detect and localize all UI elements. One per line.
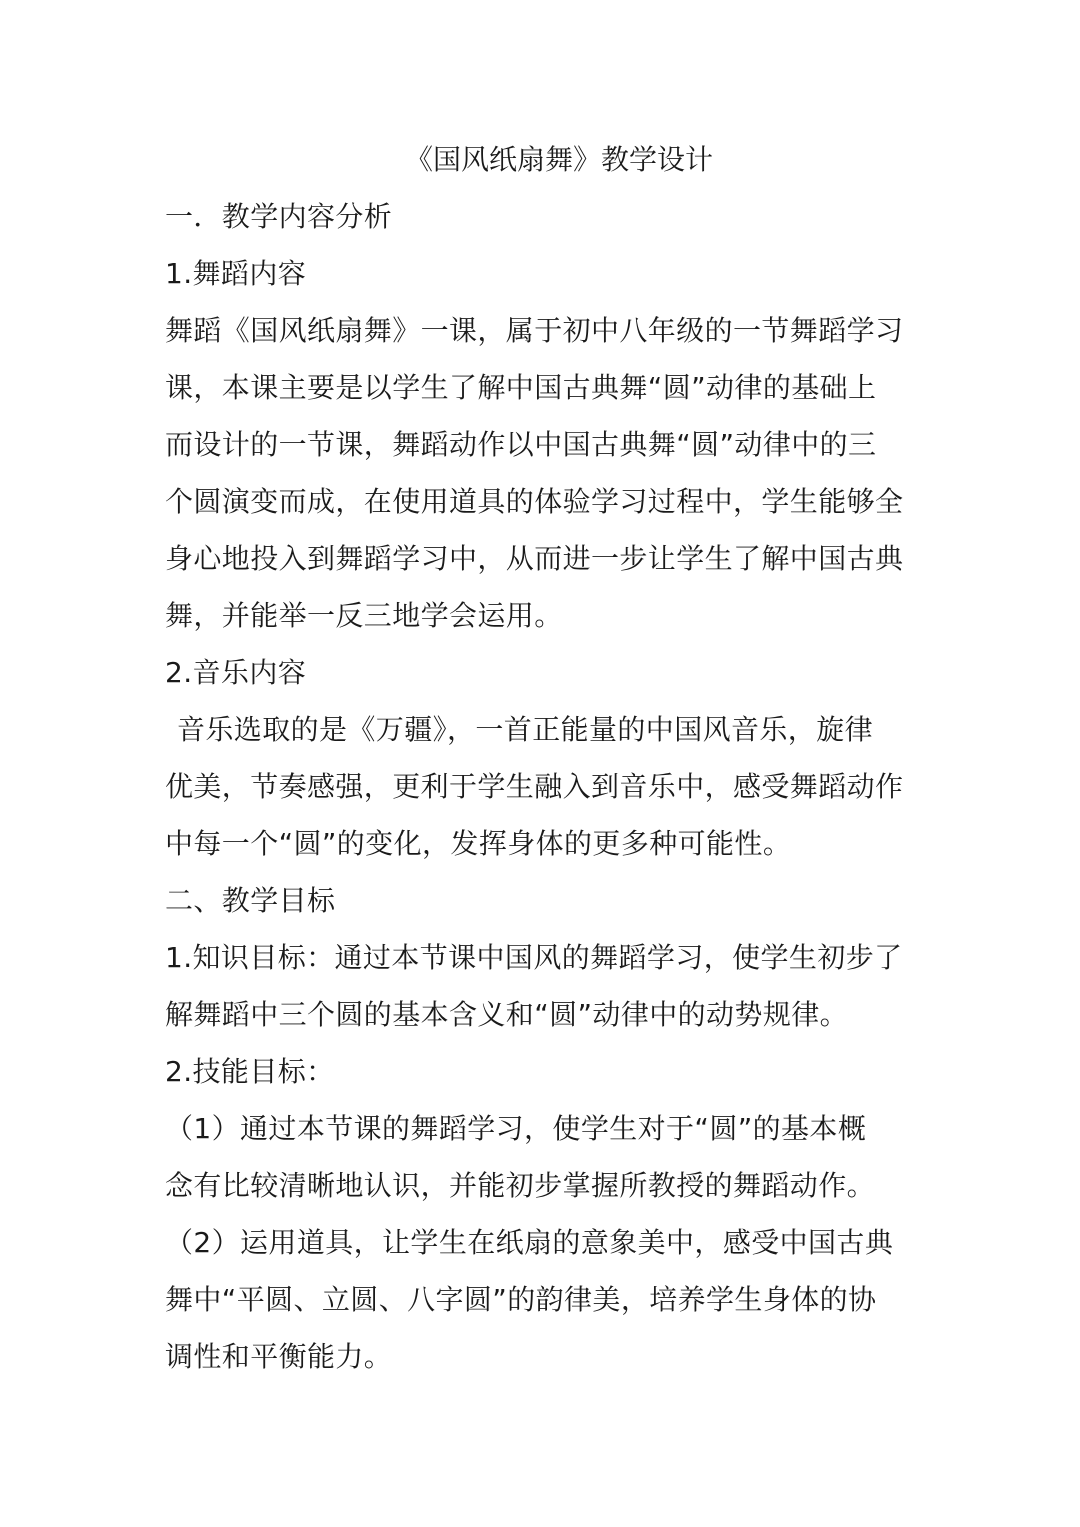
paragraph-line: 1.知识目标：通过本节课中国风的舞蹈学习，使学生初步了 xyxy=(165,941,903,974)
subheading-dance-content: 1.舞蹈内容 xyxy=(165,257,307,290)
paragraph-line: 舞中“平圆、立圆、八字圆”的韵律美，培养学生身体的协 xyxy=(165,1283,877,1316)
paragraph-line: 中每一个“圆”的变化，发挥身体的更多种可能性。 xyxy=(165,827,792,860)
subheading-skill-goals: 2.技能目标： xyxy=(165,1055,335,1088)
subheading-music-content: 2.音乐内容 xyxy=(165,656,307,689)
paragraph-line: 优美，节奏感强，更利于学生融入到音乐中，感受舞蹈动作 xyxy=(165,770,904,803)
paragraph-line: 身心地投入到舞蹈学习中，从而进一步让学生了解中国古典 xyxy=(165,542,904,575)
paragraph-line: 舞，并能举一反三地学会运用。 xyxy=(165,599,563,632)
list-item-line: （2）运用道具，让学生在纸扇的意象美中，感受中国古典 xyxy=(165,1226,894,1259)
paragraph-line: 调性和平衡能力。 xyxy=(165,1340,393,1373)
section-heading-goals: 二、教学目标 xyxy=(165,884,336,917)
paragraph-line: 音乐选取的是《万疆》，一首正能量的中国风音乐，旋律 xyxy=(177,713,874,746)
paragraph-line: 个圆演变而成，在使用道具的体验学习过程中，学生能够全 xyxy=(165,485,904,518)
document-body xyxy=(165,131,917,1385)
paragraph-line: 念有比较清晰地认识，并能初步掌握所教授的舞蹈动作。 xyxy=(165,1169,876,1202)
paragraph-line: 课，本课主要是以学生了解中国古典舞“圆”动律的基础上 xyxy=(165,371,877,404)
paragraph-line: 而设计的一节课，舞蹈动作以中国古典舞“圆”动律中的三 xyxy=(165,428,877,461)
document-title: 《国风纸扇舞》教学设计 xyxy=(404,143,713,176)
paragraph-line: 解舞蹈中三个圆的基本含义和“圆”动律中的动势规律。 xyxy=(165,998,849,1031)
paragraph-line: 舞蹈《国风纸扇舞》一课，属于初中八年级的一节舞蹈学习 xyxy=(165,314,904,347)
list-item-line: （1）通过本节课的舞蹈学习，使学生对于“圆”的基本概 xyxy=(165,1112,867,1145)
section-heading-analysis: 一．教学内容分析 xyxy=(165,200,393,233)
